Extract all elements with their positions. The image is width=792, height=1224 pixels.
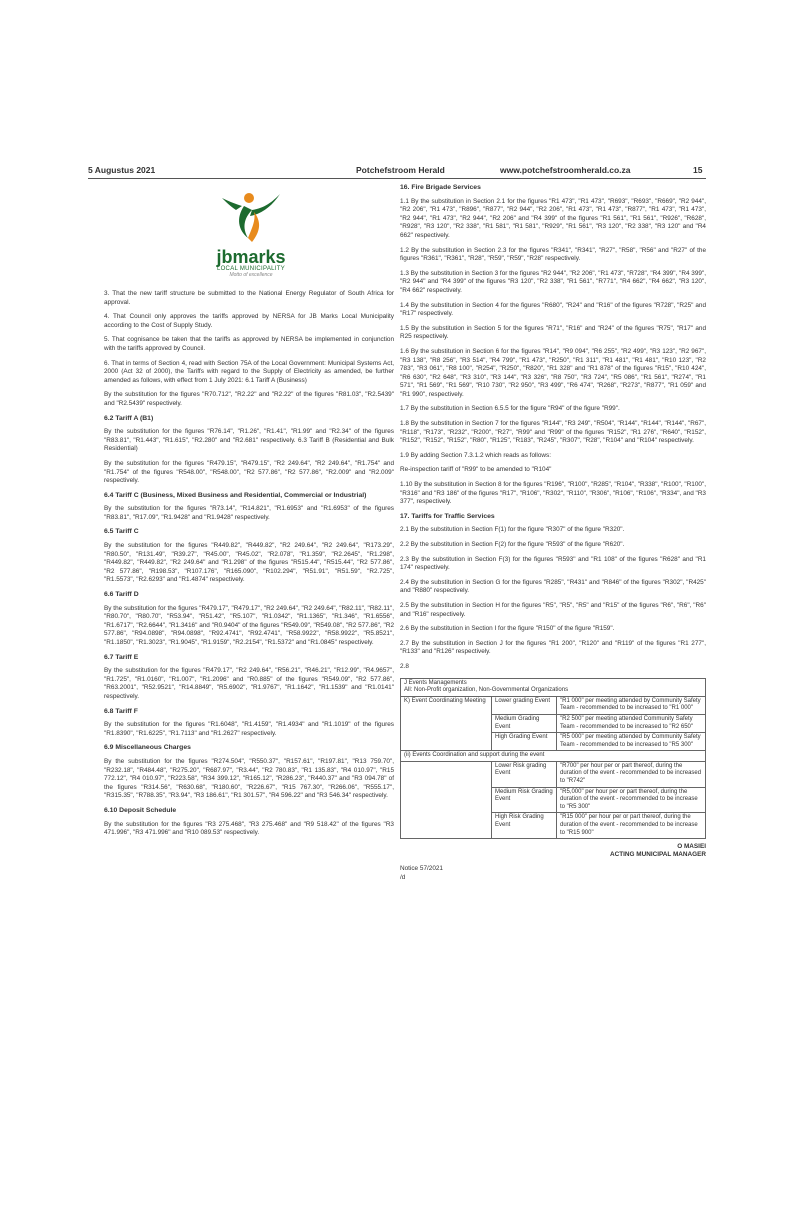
table-cell-desc: "R5 000" per meeting attended by Community Safety Team - recommended to be increased to "R5 300" [557,733,706,751]
paragraph: By the substitution for the figures "R1.6048", "R1.4159", "R1.4934" and "R1.1019" of the figures "R1.8390", "R1.6225", "R1.7113" and "R1.2627" respectively. [104,721,394,737]
paragraph: 1.3 By the substitution in Section 3 for the figures "R2 944", "R2 206", "R1 473", "R728", "R4 399", "R4 399", "R2 944" and "R4 399" of the figures "R3 120", "R2 338", "R1 561", "R771", "R4 662", "R4 662", "R3 120", "R4 662" respectively. [400,269,706,294]
paragraph: 2.8 [400,662,409,670]
logo-subtitle: LOCAL MUNICIPALITY [216,266,286,272]
paragraph: 2.1 By the substitution in Section F(1) for the figure "R307" of the figure "R320". [400,526,625,534]
paragraph: 2.4 By the substitution in Section G for the figures "R285", "R431" and "R846" of the figures "R302", "R425" and "R880" respectively. [400,578,706,595]
table-cell-grade: Medium Risk Grading Event [492,787,557,813]
header-rule [88,178,706,179]
logo-text [196,248,306,278]
section-heading: 6.9 Miscellaneous Charges [104,744,191,752]
table-title-2: All: Non-Profit organization, Non-Governmental Organizations [404,687,569,694]
paragraph: 1.1 By the substitution in Section 2.1 for the figures "R1 473", "R1 473", "R693", "R693", "R669", "R2 944", "R2 206", "R1 473", "R896", "R877", "R2 944", "R2 206", "R1 473", "R1 473", "R877", "R1 473", "R1 473", "R2 944", "R1 473", "R2 944", "R2 206" and "R4 399" of the figures "R1 561", "R1 561", "R926", "R628", "R928", "R3 120", "R2 338", "R1 581", "R1 581", "R929", "R1 561", "R3 120", "R2 338", "R3 120" and "R4 662" respectively. [400,197,706,239]
paragraph: 2.7 By the substitution in Section J for the figures "R1 200", "R120" and "R119" of the figures "R1 277", "R133" and "R126" respectively. [400,639,706,656]
paragraph: By the substitution for the figures "R70.712", "R2.22" and "R2.22" of the figures "R81.03", "R2.5439" and "R2.5439" respectively. [104,391,394,407]
paragraph: 4. That Council only approves the tariffs approved by NERSA for JB Marks Local Municipality according to the Cost of Supply Study. [104,313,394,329]
table-cell-desc: "R1 000" per meeting attended by Community Safety Team - recommended to be increased to "R1 000" [557,696,706,714]
paragraph: By the substitution for the figures "R3 275.468", "R3 275.468" and "R9 518.42" of the figures "R3 471.996", "R3 471.996" and "R10 089.53" respectively. [104,820,394,837]
section-heading: 16. Fire Brigade Services [400,184,481,191]
paragraph: 1.2 By the substitution in Section 2.3 for the figures "R341", "R341", "R27", "R58", "R56" and "R27" of the figures "R361", "R361", "R28", "R59", "R59", "R28" respectively. [400,246,706,263]
paragraph: Re-inspection tariff of "R99" to be amended to "R104" [400,466,552,474]
table-cell-desc: "R700" per hour per or part thereof, during the duration of the event - recommended to be increased to "R742" [557,761,706,787]
table-cell-grade: Lower grading Event [492,696,557,714]
notice-line-2: /d [400,873,406,881]
paragraph: 2.5 By the substitution in Section H for the figures "R5", "R5", "R5" and "R15" of the figures "R6", "R6", "R6" and "R16" respectively. [400,601,706,618]
paragraph: 1.8 By the substitution in Section 7 for the figures "R144", "R3 249", "R504", "R144", "R144", "R144", "R67", "R118", "R173", "R232", "R200", "R27", "R99" and "R99" of the figures "R152", "R1 276", "R640", "R152", "R152", "R152", "R152", "R80", "R125", "R183", "R245", "R307", "R28", "R104" and "R104" respectively. [400,420,706,445]
right-column-paragraphs [400,184,706,672]
section-heading: 6.7 Tariff E [104,653,139,661]
section-heading: 6.10 Deposit Schedule [104,806,177,814]
paragraph: 2.2 By the substitution in Section F(2) for the figure "R593" of the figure "R620". [400,541,625,548]
section-heading: 17. Tariffs for Traffic Services [400,512,495,520]
section-heading: 6.4 Tariff C (Business, Mixed Business and Residential, Commercial or Industrial) [104,491,367,499]
paragraph: 1.10 By the substitution in Section 8 for the figures "R196", "R100", "R285", "R104", "R338", "R100", "R100", "R316" and "R3 186" of the figures "R17", "R106", "R302", "R110", "R306", "R106", "R106", "R334", and "R3 377", respectively. [400,481,707,506]
table-cell-desc: "R15 000" per hour per or part thereof, during the duration of the event - recommended to be increase to "R15 900" [557,813,706,839]
signature-title: ACTING MUNICIPAL MANAGER [610,851,706,859]
table-cell-grade: High Grading Event [492,733,557,751]
table-cell-desc: "R2 500" per meeting attended Community Safety Team - recommended to be increased to "R2 650" [557,714,706,732]
paragraph: By the substitution for the figures "R73.14", "R14.821", "R1.6953" and "R1.6953" of the figures "R83.81", "R17.09", "R1.9428" and "R1.9428" respectively. [104,505,394,521]
page-header [88,165,706,179]
table-cell-event: K) Event Coordinating Meeting [401,696,492,751]
paragraph: 1.7 By the substitution in Section 6.5.5 for the figure "R94" of the figure "R99". [400,405,620,413]
paragraph: By the substitution for the figures "R479.15", "R479.15", "R2 249.64", "R2 249.64", "R1.754" and "R1.754" of the figures "R548.00", "R548.00", "R2 577.86", "R2 577.86", "R2.009" and "R2.009" respectively. [104,459,394,485]
table-row [401,761,706,787]
logo-name: jbmarks [216,247,286,267]
paragraph: 2.3 By the substitution in Section F(3) for the figures "R593" and "R1 108" of the figures "R628" and "R1 174" respectively. [400,555,706,572]
section-heading: 6.8 Tariff F [104,707,138,715]
section-heading: 6.6 Tariff D [104,591,139,599]
paragraph: 1.5 By the substitution in Section 5 for the figures "R71", "R16" and "R24" of the figures "R75", "R17" and R25 respectively. [400,324,706,341]
table-cell-grade: Lower Risk grading Event [492,761,557,787]
paragraph: 2.6 By the substitution in Section I for the figure "R150" of the figure "R159". [400,625,615,633]
paragraph: By the substitution for the figures "R479.17", "R479.17", "R2 249.64", "R2 249.64", "R82.11", "R82.11", "R80.70", "R80.70", "R53.94", "R51.42", "R5.107", "R1.0342", "R1.1365", "R1.346", "R1.6556", "R1.6717", "R2.6644", "R1.3416" and "R0.9404" of the figures "R549.09", "R549.08", "R2 577.86", "R2 577.86", "R94.0898", "R94.0898", "R92.4741", "R92.4741", "R58.9922", "R58.9922", "R5.8521", "R1.1850", "R1.3023", "R1.9045", "R1.9159", "R2.2154", "R1.5372" and "R1.0845" respectively. [104,604,394,646]
header-paper: Potchefstroom Herald [356,165,445,175]
paragraph: 1.9 By adding Section 7.3.1.2 which reads as follows: [400,451,551,459]
table-cell-empty [401,761,492,838]
table-subheading: (ii) Events Coordination and support during the event [401,751,706,762]
section-heading: 6.5 Tariff C [104,528,139,536]
table-cell-desc: "R5,000" per hour per or part thereof, during the duration of the event - recommended to be increase to "R5 300" [557,787,706,813]
signature-name: O MASIEI [677,843,706,851]
header-site[interactable]: www.potchefstroomherald.co.za [500,165,631,175]
paragraph: By the substitution for the figures "R76.14", "R1.26", "R1.41", "R1.99" and "R2.34" of the figures "R83.81", "R1.443", "R1.615", "R2.280" and "R2.681" respectively. 6.3 Tariff B (Residential and Bulk Residential) [104,428,394,453]
paragraph: By the substitution for the figures "R449.82", "R449.82", "R2 249.64", "R2 249.64", "R173.29", "R80.50", "R131.49", "R39.27", "R45.00", "R45.02", "R2.078", "R1.359", "R2.2645", "R1.298", "R449.82", "R449.82", "R2 249.64" and "R1.298" of the figures "R515.44", "R515.44", "R2 577.86", "R2 577.86", "R198.53", "R107.176", "R165.090", "R102.294", "R51.91", "R51.59", "R2.725", "R1.5573", "R2.6293" and "R1.4874" respectively. [104,542,394,584]
right-column [400,184,706,882]
notice-number [400,865,706,882]
paragraph: 6. That in terms of Section 4, read with Section 75A of the Local Government: Municipal Systems Act, 2000 (Act 32 of 2000), the Tariffs with regard to the Supply of Electricity as amended, be further amended as follows, with effect from 1 July 2021: 6.1 Tariff A (Business) [104,359,394,384]
paragraph: 1.4 By the substitution in Section 4 for the figures "R680", "R24" and "R16" of the figures "R728", "R25" and "R17" respectively. [400,301,706,318]
table-cell-grade: Medium Grading Event [492,714,557,732]
logo-tagline: Motto of excellence [229,272,273,278]
notice-line-1: Notice 57/2021 [400,865,443,873]
table-title [401,678,706,696]
table-title-1: J Events Managements [404,679,467,686]
section-heading: 6.2 Tariff A (B1) [104,414,154,422]
paragraph: By the substitution for the figures "R274.504", "R550.37", "R157.61", "R197.81", "R13 759.70", "R232.18", "R484.48", "R275.20", "R687.97", "R3.44", "R2 780.83", "R1 135.83", "R4 010.97", "R15 772.12", "R4 010.97", "R223.58", "R34 399.12", "R165.12", "R286.23", "R440.37" and "R3 094.78" of the figures "R314.56", "R630.68", "R180.60", "R226.67", "R15 767.30", "R266.06", "R555.17", "R315.35", "R788.35", "R3.94", "R3 186.61", "R1 301.57", "R4 596.22" and "R3 546.34" respectively. [104,757,394,800]
header-page-number: 15 [693,165,703,175]
paragraph: 3. That the new tariff structure be submitted to the National Energy Regulator of South Africa for approval. [104,290,394,306]
left-column [104,290,394,844]
header-date: 5 Augustus 2021 [88,165,156,175]
table-row [401,696,706,714]
signature-block [400,843,706,859]
paragraph: 5. That cognisance be taken that the tariffs as approved by NERSA be implemented in conjunction with the tariffs approved by Council. [104,336,394,352]
table-cell-grade: High Risk Grading Event [492,813,557,839]
paragraph: 1.6 By the substitution in Section 6 for the figures "R14", "R9 094", "R6 255", "R2 499", "R3 123", "R2 967", "R3 138", "R8 256", "R3 514", "R4 799", "R1 473", "R250", "R1 311", "R1 481", "R1 481", "R10 123", "R2 783", "R3 061", "R8 100", "R254", "R250", "R820", "R1 328" and "R1 878" of the figures "R15", "R10 424", "R6 630", "R2 648", "R3 310", "R3 144", "R3 326", "R8 750", "R3 724", "R5 086", "R1 561", "R274", "R1 571", "R1 569", "R1 569", "R10 730", "R2 950", "R3 499", "R6 474", "R268", "R273", "R877", "R1 059" and "R1 990", respectively. [400,347,706,398]
events-table [400,678,706,840]
paragraph: By the substitution for the figures "R479.17", "R2 249.64", "R56.21", "R46.21", "R12.99", "R4.9657", "R1.725", "R1.0160", "R1.007", "R1.2096" and "R0.885" of the figures "R549.09", "R2 577.86", "R63.2001", "R52.9521", "R14.8849", "R5.6902", "R1.9767", "R1.1642", "R1.1539" and "R1.0141" respectively. [104,667,394,700]
